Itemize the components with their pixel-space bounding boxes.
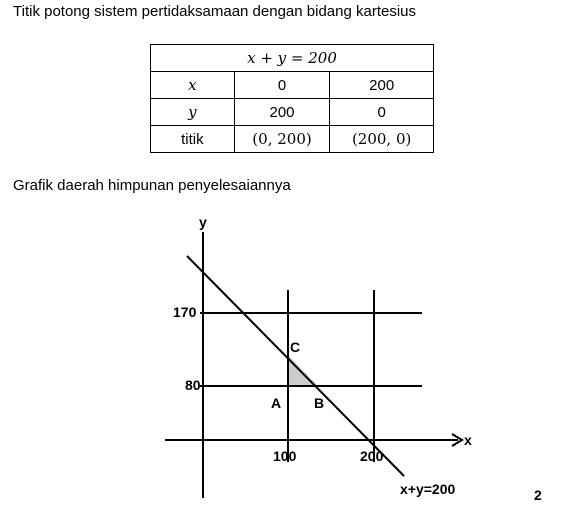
table-cell: (0, 200) (234, 126, 330, 153)
x-tick-label-100: 100 (273, 448, 297, 464)
table-equation-header: x + y = 200 (151, 45, 434, 72)
table-cell: 200 (330, 72, 434, 99)
table-cell: 0 (330, 99, 434, 126)
y-axis-label: y (199, 214, 207, 230)
x-tick-label-200: 200 (360, 448, 384, 464)
point-label-a: A (271, 395, 282, 411)
point-label-b: B (314, 395, 325, 411)
table-row-label: y (151, 99, 235, 126)
boundary-line-label: x+y=200 (400, 481, 456, 497)
heading-solution-region: Grafik daerah himpunan penyelesaiannya (13, 177, 291, 194)
table-cell: 200 (234, 99, 330, 126)
heading-intersection-points: Titik potong sistem pertidaksamaan dengan bidang kartesius (13, 3, 417, 20)
table-cell: 0 (234, 72, 330, 99)
solution-region (288, 355, 318, 386)
page-number: 2 (534, 487, 542, 503)
table-cell: (200, 0) (330, 126, 434, 153)
table-row-label: titik (151, 126, 235, 153)
x-axis-label: x (464, 432, 472, 448)
y-tick-label-170: 170 (173, 304, 197, 320)
point-label-c: C (290, 339, 301, 355)
table-row-label: x (151, 72, 235, 99)
boundary-line (187, 256, 404, 476)
y-tick-label-80: 80 (185, 377, 201, 393)
